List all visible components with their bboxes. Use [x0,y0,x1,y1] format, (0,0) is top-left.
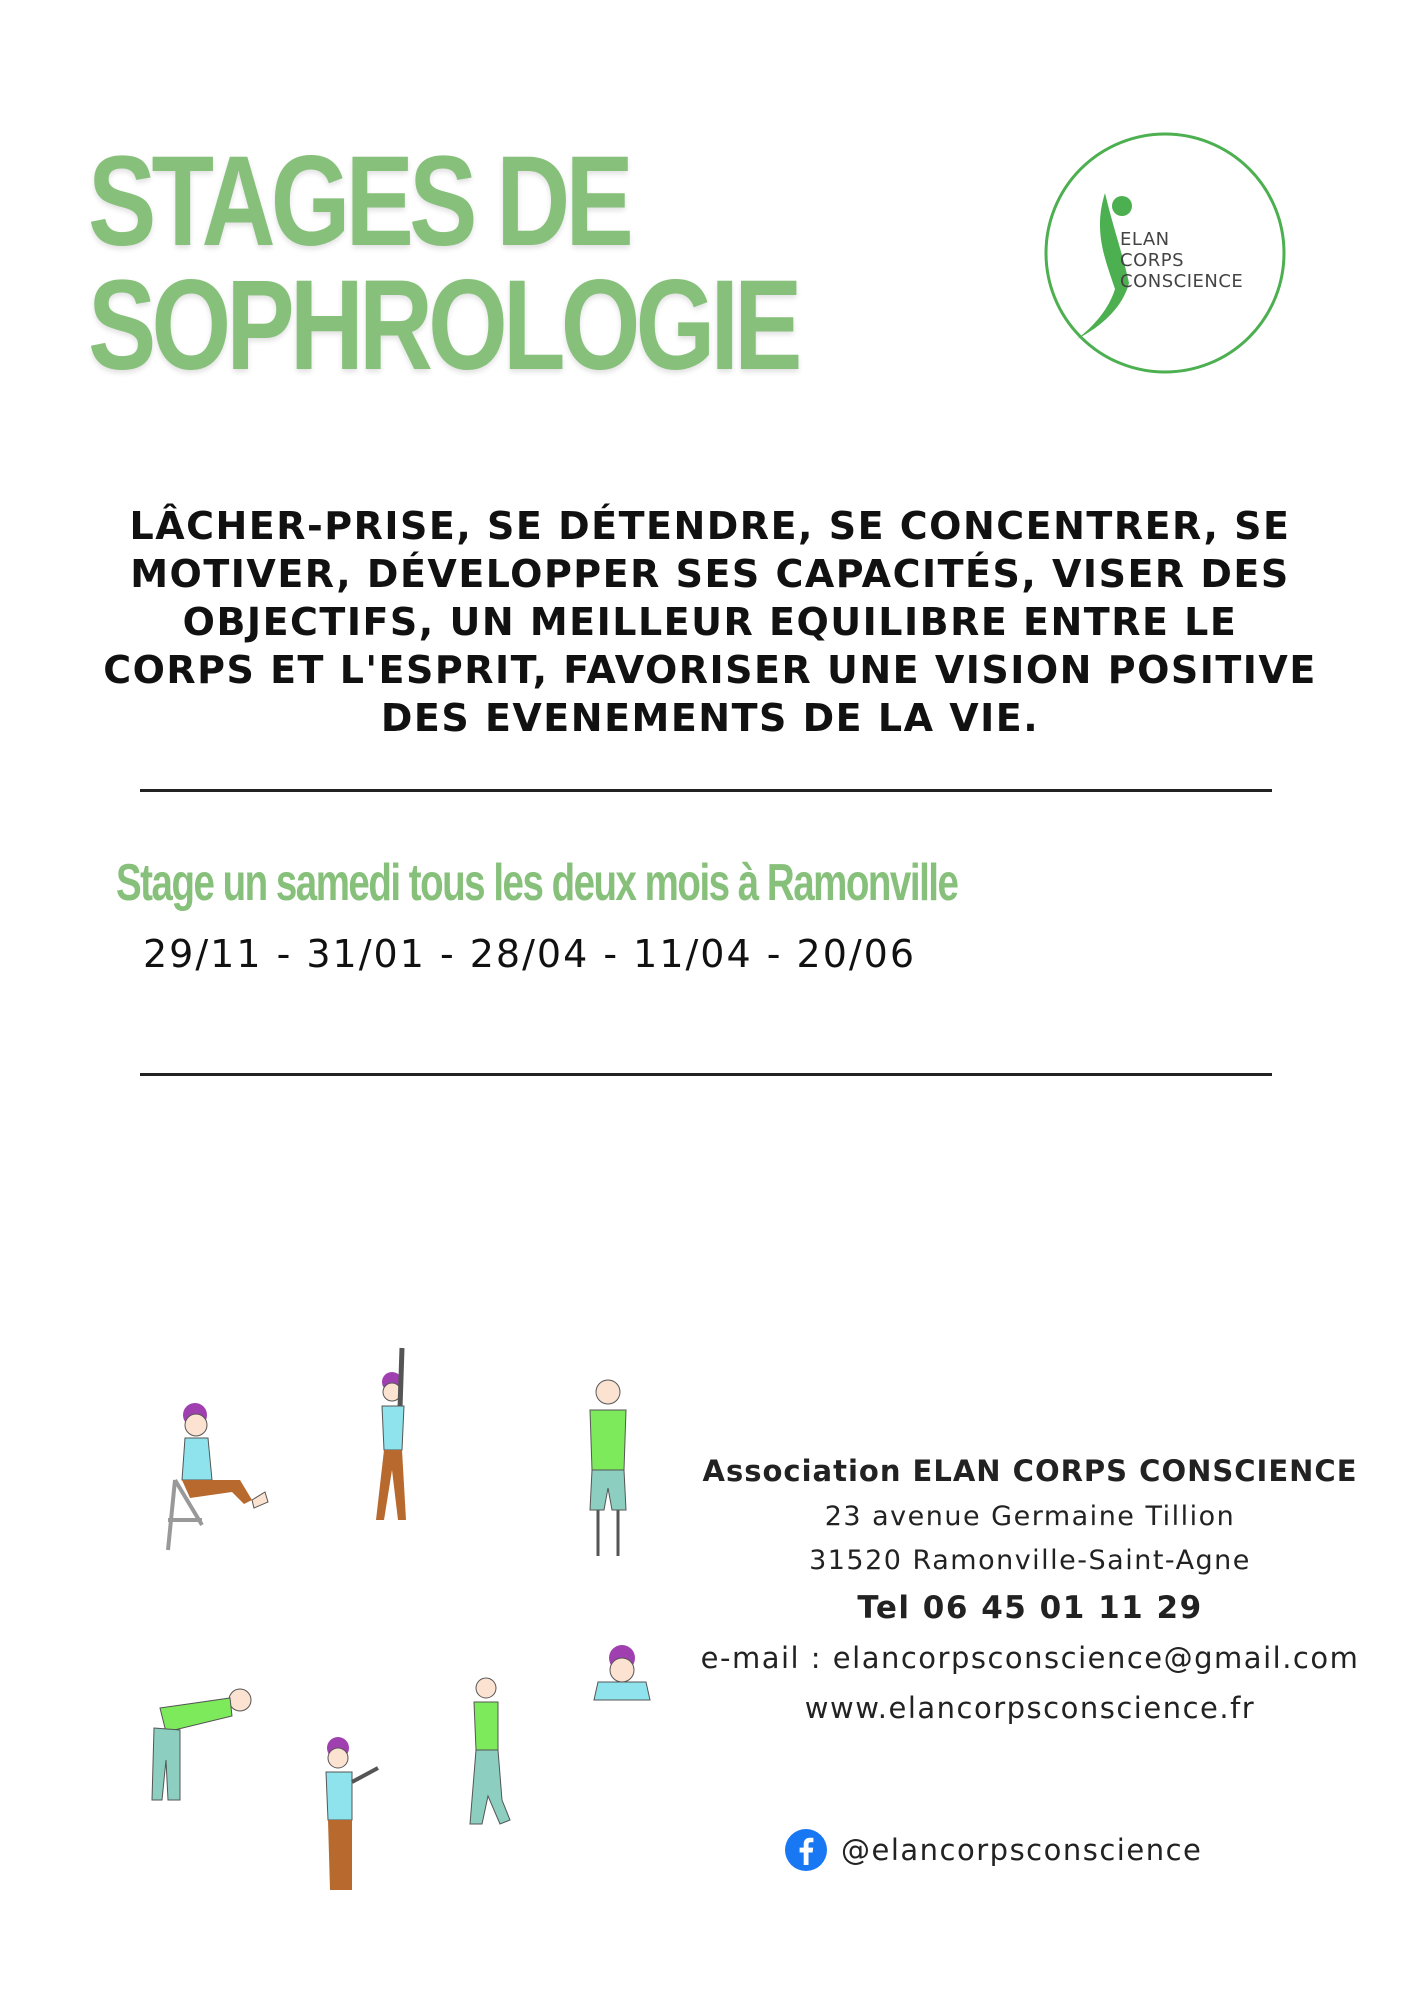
contact-block [680,1447,1380,1733]
logo-line-2: CORPS [1120,250,1185,271]
organization-name: Association ELAN CORPS CONSCIENCE [702,1454,1358,1488]
title-line-2: SOPHROLOGIE [88,254,798,397]
figure-standing-man [590,1380,626,1556]
website-link[interactable]: www.elancorpsconscience.fr [804,1691,1256,1725]
stage-title: Stage un samedi tous les deux mois à Ramonville [116,854,958,912]
facebook-handle: @elancorpsconscience [841,1833,1203,1867]
figure-thumb-up-woman [326,1737,378,1890]
logo-head-icon [1112,196,1132,216]
figure-bending-man [152,1689,251,1800]
figure-walking-man [470,1678,510,1824]
facebook-link[interactable] [785,1829,1202,1871]
phone-number[interactable]: Tel 06 45 01 11 29 [857,1590,1203,1626]
logo-line-1: ELAN [1120,229,1170,250]
intro-text: LÂCHER-PRISE, SE DÉTENDRE, SE CONCENTRER, SE MOTIVER, DÉVELOPPER SES CAPACITÉS, VISER DES OBJECTIFS, UN MEILLEUR EQUILIBRE ENTRE LE CORPS ET L'ESPRIT, FAVORISER UNE VISION POSITIVE DES EVENEMENTS DE LA VIE. [103,504,1317,740]
address-line-2: 31520 Ramonville-Saint-Agne [809,1545,1251,1576]
title-line-1: STAGES DE [88,130,629,273]
figure-woman-bust [594,1645,650,1700]
facebook-icon [785,1829,827,1871]
stage-dates: 29/11 - 31/01 - 28/04 - 11/04 - 20/06 [143,932,917,976]
logo-line-3: CONSCIENCE [1120,271,1244,292]
figure-seated-woman [168,1403,268,1550]
email-address[interactable]: e-mail : elancorpsconscience@gmail.com [700,1641,1360,1675]
exercise-figures-illustration [140,1330,680,1910]
address-line-1: 23 avenue Germaine Tillion [824,1501,1236,1532]
page-title [88,130,798,397]
divider-bottom [140,1073,1272,1076]
divider-top [140,789,1272,792]
logo-text [1120,229,1243,292]
figure-arm-raised-woman [376,1348,406,1520]
